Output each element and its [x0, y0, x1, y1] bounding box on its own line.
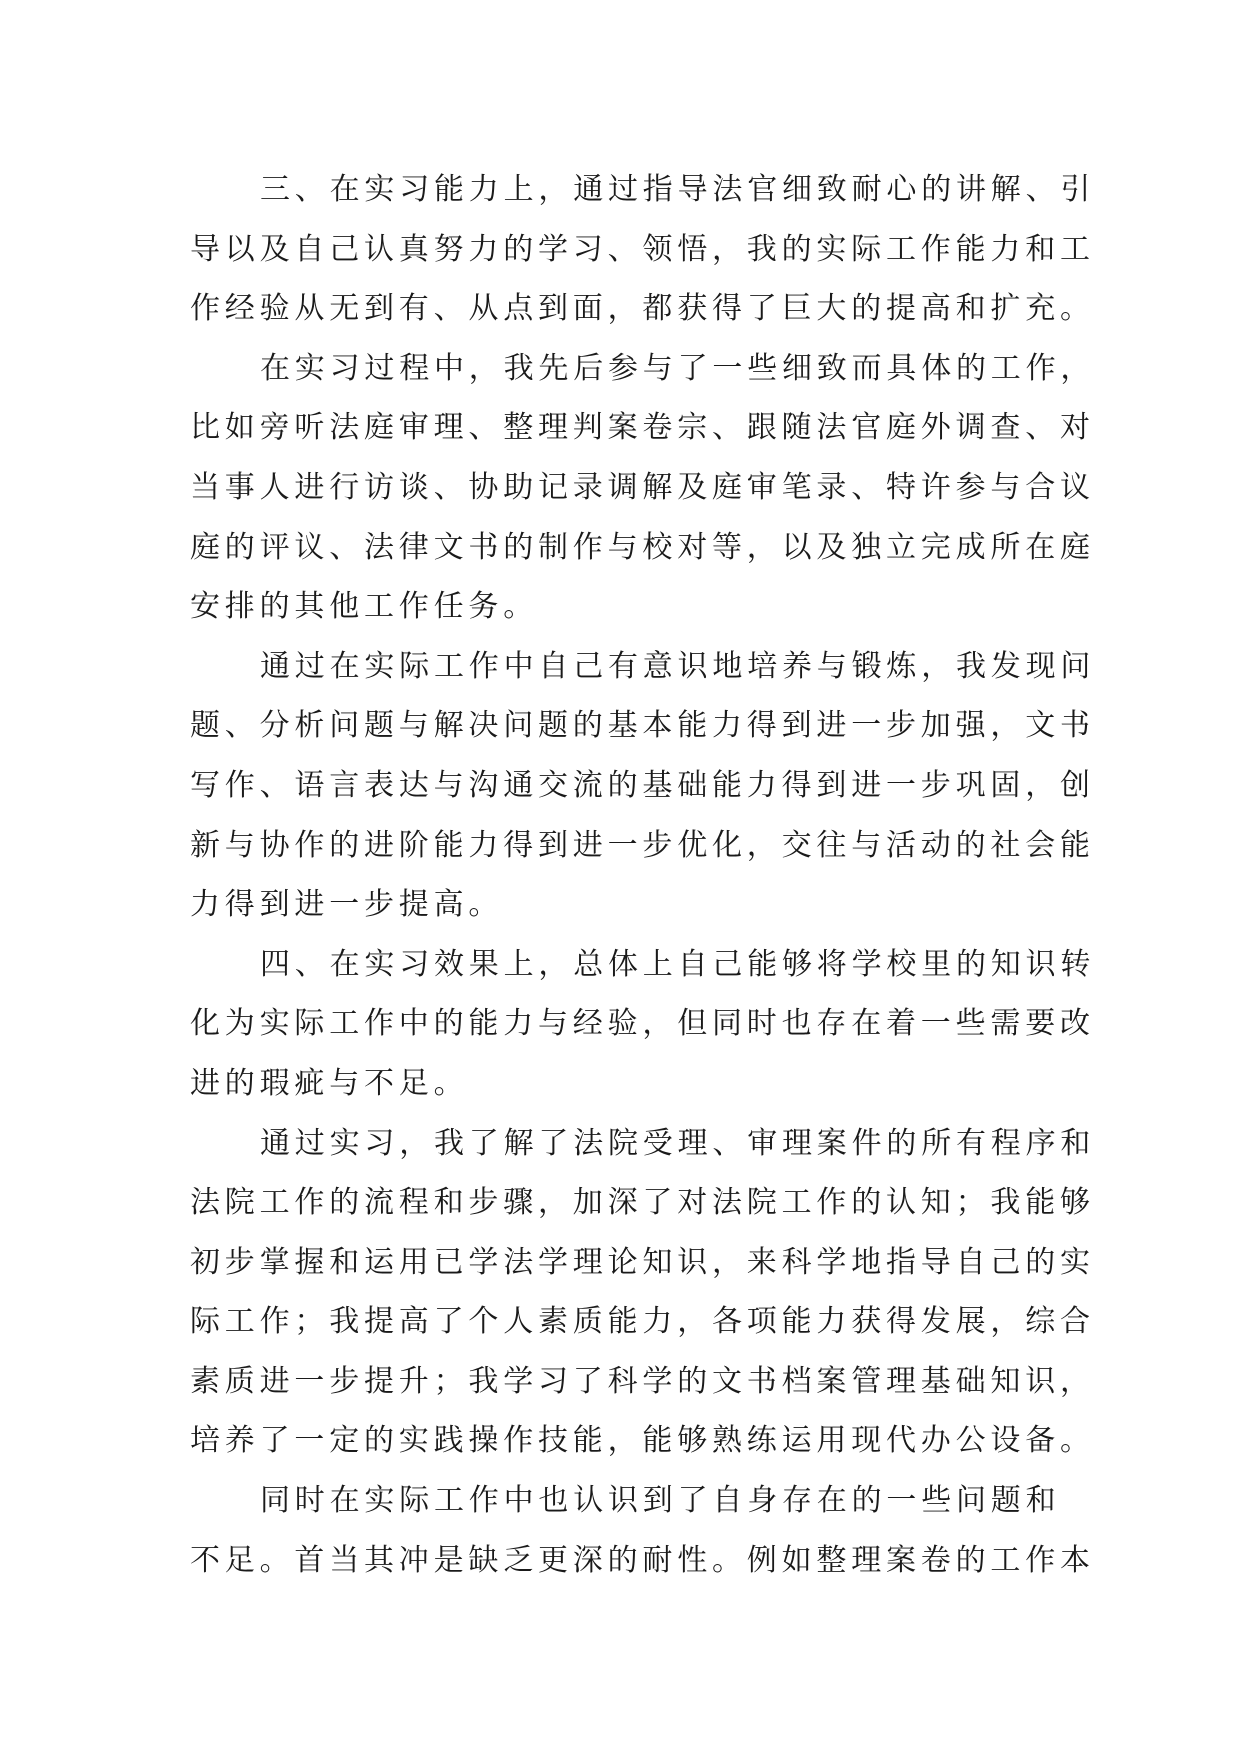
- paragraph-line: 比如旁听法庭审理、整理判案卷宗、跟随法官庭外调查、对: [190, 410, 1095, 446]
- paragraph-line: 素质进一步提升；我学习了科学的文书档案管理基础知识，: [190, 1363, 1095, 1399]
- paragraph-line: 题、分析问题与解决问题的基本能力得到进一步加强，文书: [190, 708, 1095, 744]
- paragraph-line: 通过在实际工作中自己有意识地培养与锻炼，我发现问: [260, 648, 1096, 684]
- paragraph-line: 不足。首当其冲是缺乏更深的耐性。例如整理案卷的工作本: [190, 1542, 1095, 1578]
- paragraph-line: 法院工作的流程和步骤，加深了对法院工作的认知；我能够: [190, 1185, 1095, 1221]
- paragraph-line: 化为实际工作中的能力与经验，但同时也存在着一些需要改: [190, 1006, 1095, 1042]
- paragraph-line: 培养了一定的实践操作技能，能够熟练运用现代办公设备。: [190, 1423, 1095, 1459]
- paragraph-line: 进的瑕疵与不足。: [190, 1065, 469, 1101]
- paragraph-line: 在实习过程中，我先后参与了一些细致而具体的工作，: [260, 350, 1096, 386]
- paragraph-line: 当事人进行访谈、协助记录调解及庭审笔录、特许参与合议: [190, 469, 1095, 505]
- paragraph-line: 庭的评议、法律文书的制作与校对等，以及独立完成所在庭: [190, 529, 1095, 565]
- paragraph-line: 通过实习，我了解了法院受理、审理案件的所有程序和: [260, 1125, 1096, 1161]
- paragraph-line: 作经验从无到有、从点到面，都获得了巨大的提高和扩充。: [190, 291, 1095, 327]
- paragraph-line: 同时在实际工作中也认识到了自身存在的一些问题和: [260, 1483, 1061, 1519]
- paragraph-line: 安排的其他工作任务。: [190, 589, 538, 625]
- paragraph-line: 四、在实习效果上，总体上自己能够将学校里的知识转: [260, 946, 1096, 982]
- paragraph-line: 写作、语言表达与沟通交流的基础能力得到进一步巩固，创: [190, 767, 1095, 803]
- paragraph-line: 际工作；我提高了个人素质能力，各项能力获得发展，综合: [190, 1304, 1095, 1340]
- paragraph-line: 三、在实习能力上，通过指导法官细致耐心的讲解、引: [260, 172, 1096, 207]
- paragraph-line: 导以及自己认真努力的学习、领悟，我的实际工作能力和工: [190, 231, 1095, 267]
- paragraph-line: 新与协作的进阶能力得到进一步优化，交往与活动的社会能: [190, 827, 1095, 863]
- paragraph-line: 力得到进一步提高。: [190, 887, 504, 923]
- paragraph-line: 初步掌握和运用已学法学理论知识，来科学地指导自己的实: [190, 1244, 1095, 1280]
- body-text: [190, 160, 1096, 1590]
